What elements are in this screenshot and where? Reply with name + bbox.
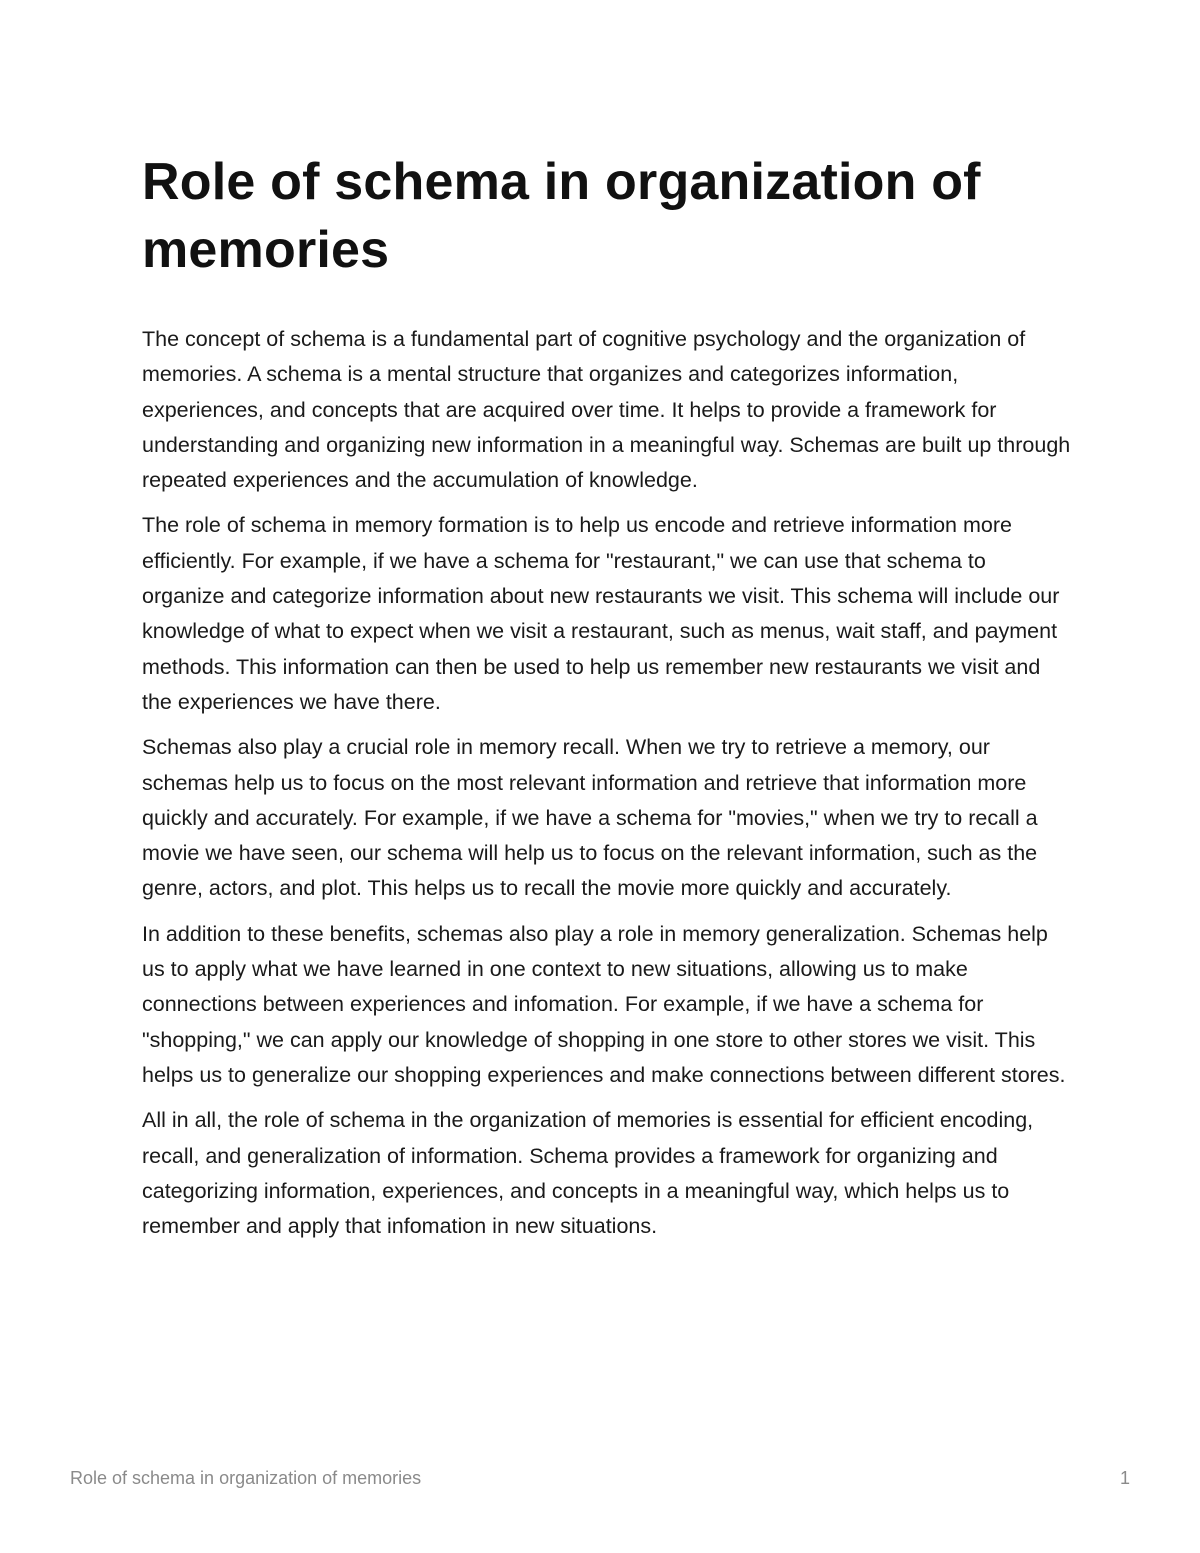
- paragraph-4: In addition to these benefits, schemas also play a role in memory generalization. Schemas help us to apply what we have learned in one context to new situations, allowing us to make connections between experiences and infomation. For example, if we have a schema for "shopping," we can apply our knowledge of shopping in one store to other stores we visit. This helps us to generalize our shopping experiences and make connections between different stores.: [142, 921, 1066, 1087]
- paragraph-2: The role of schema in memory formation is to help us encode and retrieve information more efficiently. For example, if we have a schema for "restaurant," we can use that schema to organize and categorize information about new restaurants we visit. This schema will include our knowledge of what to expect when we visit a restaurant, such as menus, wait staff, and payment methods. This information can then be used to help us remember new restaurants we visit and the experiences we have there.: [142, 513, 1060, 714]
- paragraph-1: The concept of schema is a fundamental part of cognitive psychology and the organization of memories. A schema is a mental structure that organizes and categorizes information, experiences, and concepts that are acquired over time. It helps to provide a framework for understanding and organizing new information in a meaningful way. Schemas are built up through repeated experiences and the accumulation of knowledge.: [142, 327, 1071, 493]
- page-number: 1: [1119, 1468, 1130, 1488]
- document-body: [142, 148, 1072, 1254]
- page-footer: [70, 1465, 1130, 1491]
- footer-title: Role of schema in organization of memories: [70, 1468, 422, 1488]
- document-title: Role of schema in organization of memories: [142, 153, 981, 279]
- paragraph-5: All in all, the role of schema in the organization of memories is essential for efficient encoding, recall, and generalization of information. Schema provides a framework for organizing and categorizing information, experiences, and concepts in a meaningful way, which helps us to remember and apply that infomation in new situations.: [142, 1108, 1034, 1239]
- paragraph-3: Schemas also play a crucial role in memory recall. When we try to retrieve a memory, our schemas help us to focus on the most relevant information and retrieve that information more quickly and accurately. For example, if we have a schema for "movies," when we try to recall a movie we have seen, our schema will help us to focus on the relevant information, such as the genre, actors, and plot. This helps us to recall the movie more quickly and accurately.: [142, 735, 1038, 901]
